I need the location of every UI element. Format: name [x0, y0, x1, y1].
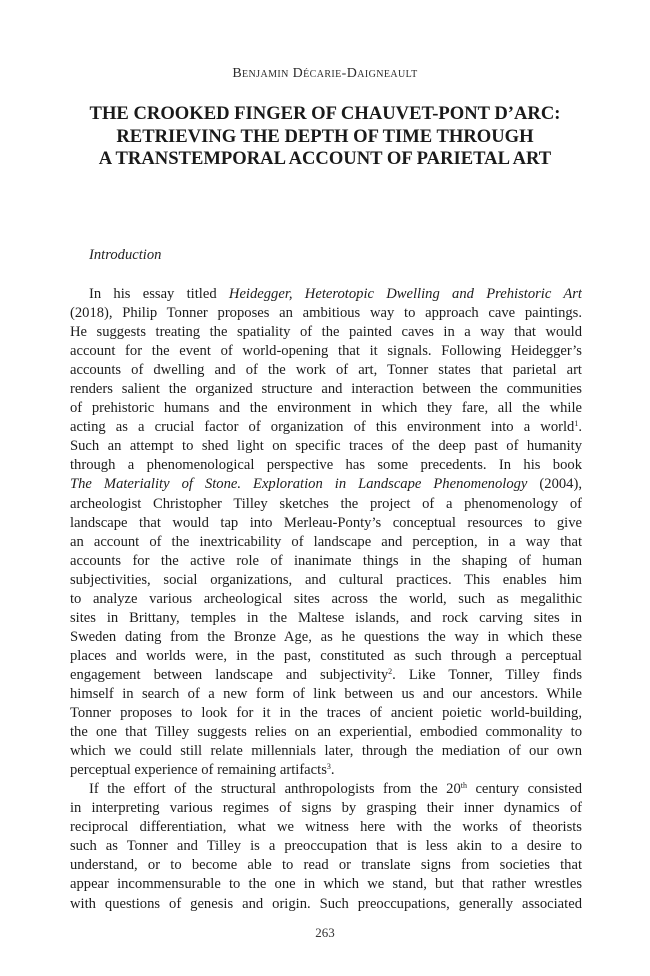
text-run: an account of the inextricability of landscape and perception, in a way that: [70, 533, 582, 550]
text-run: appear incommensurable to the one in which we stand, but that rather wrestles: [70, 876, 582, 893]
text-run: the one that Tilley suggests relies on an experiential, embodied commonality to: [70, 724, 582, 741]
text-run: (2018), Philip Tonner proposes an ambitious way to approach cave paintings.: [70, 305, 582, 322]
text-line: [70, 495, 582, 514]
text-line: [70, 628, 582, 647]
text-run: He suggests treating the spatiality of the painted caves in a way that would: [70, 324, 582, 341]
text-line: [70, 418, 582, 437]
text-line: [70, 514, 582, 533]
text-line: [70, 780, 582, 799]
text-line: [70, 342, 582, 361]
text-run: account for the event of world-opening that it signals. Following Heidegger’s: [70, 343, 582, 360]
text-run: . Like Tonner, Tilley finds: [392, 666, 582, 683]
text-run: which we could still relate millennials later, through the mediation of our own: [70, 743, 582, 760]
text-run: perceptual experience of remaining artifacts: [70, 762, 327, 779]
text-run: If the effort of the structural anthropologists from the 20: [89, 781, 461, 798]
text-line: [70, 837, 582, 856]
text-line: [70, 856, 582, 875]
text-run: (2004),: [527, 476, 582, 493]
title-line-2: RETRIEVING THE DEPTH OF TIME THROUGH: [116, 125, 534, 147]
text-run: such as Tonner and Tilley is a preoccupation that is less akin to a desire to: [70, 838, 582, 855]
text-line: [70, 456, 582, 475]
text-run: .: [330, 762, 335, 779]
text-line: [70, 799, 582, 818]
text-line: [70, 875, 582, 894]
text-run: himself in search of a new form of link between us and our ancestors. While: [70, 685, 582, 702]
footnote-marker: 1: [574, 419, 579, 429]
text-line: [70, 571, 582, 590]
text-line: [70, 304, 582, 323]
text-run: accounts for the active role of inanimate things in the shaping of human: [70, 552, 582, 569]
text-run: archeologist Christopher Tilley sketches the project of a phenomenology of: [70, 495, 582, 512]
footnote-marker: 3: [326, 762, 331, 772]
text-run: landscape that would tap into Merleau-Ponty’s conceptual resources to give: [70, 514, 582, 531]
section-heading: Introduction: [89, 247, 162, 263]
title-line-3: A TRANSTEMPORAL ACCOUNT OF PARIETAL ART: [98, 148, 552, 169]
page-number: 263: [315, 925, 335, 940]
text-run: in interpreting various regimes of signs by grasping their inner dynamics of: [70, 800, 582, 817]
text-line: [70, 475, 582, 494]
text-line: [70, 323, 582, 342]
text-line: [70, 818, 582, 837]
text-line: [70, 723, 582, 742]
text-run: acting as a crucial factor of organization of this environment into a world: [70, 419, 575, 436]
running-header-author: Benjamin Décarie-Daigneault: [232, 66, 418, 81]
text-line: [70, 647, 582, 666]
text-run: renders salient the organized structure and interaction between the communities: [70, 381, 582, 398]
chapter-title: [60, 103, 590, 171]
text-line: [70, 380, 582, 399]
italic-title: Heidegger, Heterotopic Dwelling and Prehistoric Art: [228, 286, 582, 302]
text-line: [70, 533, 582, 552]
body-text: [70, 285, 582, 914]
text-line: [70, 361, 582, 380]
text-run: reciprocal differentiation, what we witness here with the works of theorists: [70, 819, 582, 836]
footnote-marker: 2: [388, 666, 393, 676]
text-run: understand, or to become able to read or translate signs from societies that: [70, 857, 582, 874]
text-run: century consisted: [466, 781, 582, 798]
text-run: Sweden dating from the Bronze Age, as he questions the way in which these: [70, 628, 582, 645]
text-line: [70, 437, 582, 456]
text-line: [70, 552, 582, 571]
text-line: [70, 285, 582, 304]
title-line-1: THE CROOKED FINGER OF CHAUVET-PONT D’ARC:: [89, 103, 561, 124]
text-line: [70, 399, 582, 418]
text-line: [70, 590, 582, 609]
text-run: sites in Brittany, temples in the Maltese islands, and rock carving sites in: [70, 609, 582, 626]
text-run: with questions of genesis and origin. Such preoccupations, generally associated: [70, 895, 582, 912]
text-line: [70, 761, 582, 780]
text-run: Such an attempt to shed light on specific traces of the deep past of humanity: [70, 438, 582, 455]
text-run: In his essay titled: [89, 286, 229, 302]
italic-title: The Materiality of Stone. Exploration in Landscape Phenomenology: [70, 476, 528, 493]
text-line: [70, 704, 582, 723]
text-run: Tonner proposes to look for it in the traces of ancient poietic world-building,: [70, 705, 582, 722]
footnote-marker: th: [460, 781, 467, 791]
text-run: engagement between landscape and subjectivity: [70, 666, 389, 683]
text-run: of prehistoric humans and the environment in which they fare, all the while: [70, 400, 582, 417]
text-line: [70, 666, 582, 685]
text-run: through a phenomenological perspective has some precedents. In his book: [70, 457, 582, 474]
text-run: accounts of dwelling and of the work of art, Tonner states that parietal art: [70, 362, 582, 379]
text-line: [70, 742, 582, 761]
text-line: [70, 895, 582, 914]
text-line: [70, 685, 582, 704]
text-run: .: [578, 419, 582, 436]
text-line: [70, 609, 582, 628]
text-run: subjectivities, social organizations, and cultural practices. This enables him: [70, 571, 582, 588]
text-run: to analyze various archeological sites across the world, such as megalithic: [70, 590, 582, 607]
text-run: places and worlds were, in the past, constituted as such through a perceptual: [70, 647, 582, 664]
